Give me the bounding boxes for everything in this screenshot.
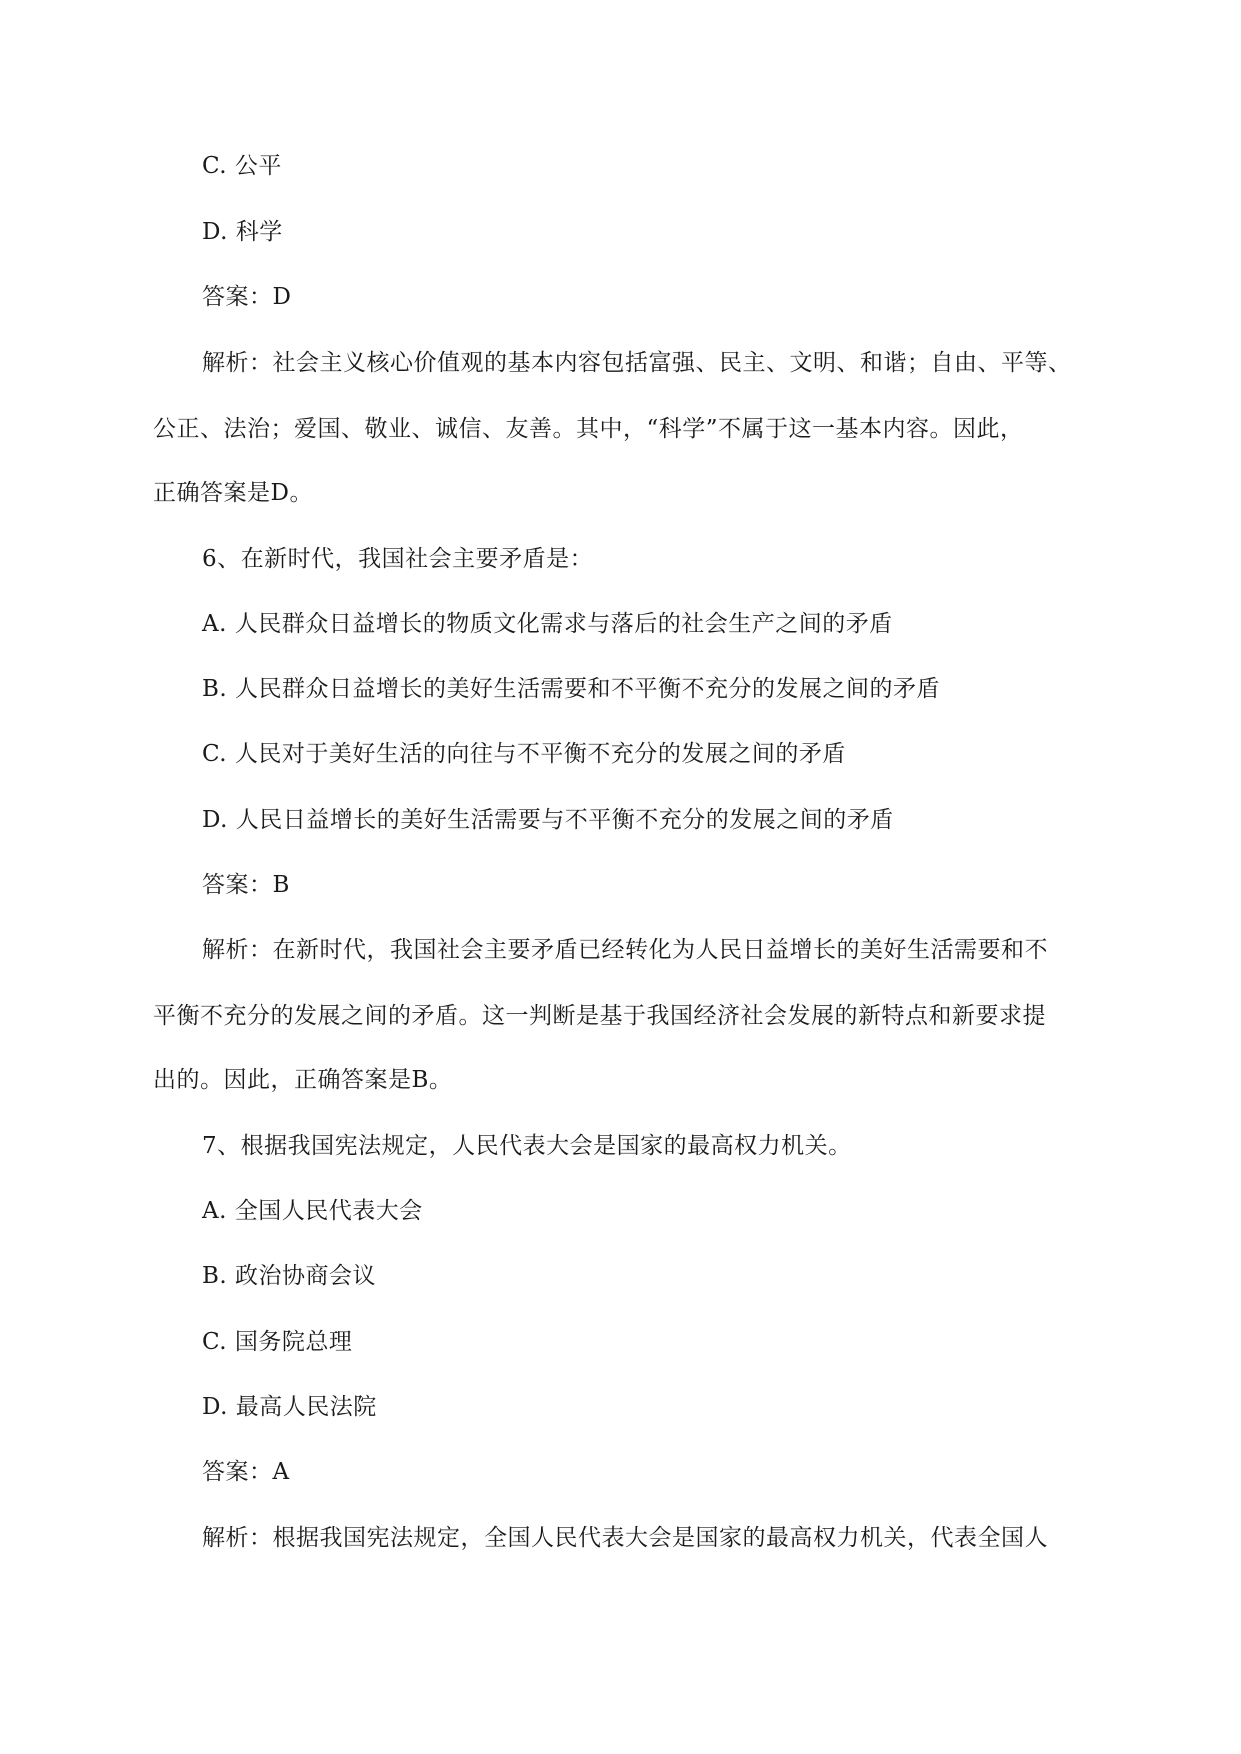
q6-answer: 答案：B <box>202 872 290 898</box>
q6-option-b: B. 人民群众日益增长的美好生活需要和不平衡不充分的发展之间的矛盾 <box>202 676 941 702</box>
q6-option-a: A. 人民群众日益增长的物质文化需求与落后的社会生产之间的矛盾 <box>202 611 893 637</box>
q6-analysis-line-3: 出的。因此，正确答案是B。 <box>153 1067 453 1093</box>
q6-analysis-line-1: 解析：在新时代，我国社会主要矛盾已经转化为人民日益增长的美好生活需要和不 <box>202 937 1048 963</box>
q5-analysis-line-1: 解析：社会主义核心价值观的基本内容包括富强、民主、文明、和谐；自由、平等、 <box>202 350 1072 376</box>
q5-answer: 答案：D <box>202 284 292 310</box>
q7-option-d: D. 最高人民法院 <box>202 1394 377 1420</box>
q7-option-b: B. 政治协商会议 <box>202 1263 377 1289</box>
q5-analysis-line-2: 公正、法治；爱国、敬业、诚信、友善。其中，“科学”不属于这一基本内容。因此， <box>153 416 1024 442</box>
q5-option-d: D. 科学 <box>202 219 283 245</box>
q6-question: 6、在新时代，我国社会主要矛盾是： <box>202 546 594 572</box>
q5-option-c: C. 公平 <box>202 153 282 179</box>
q5-analysis-line-3: 正确答案是D。 <box>153 480 313 506</box>
q6-option-d: D. 人民日益增长的美好生活需要与不平衡不充分的发展之间的矛盾 <box>202 807 894 833</box>
q7-analysis-line-1: 解析：根据我国宪法规定，全国人民代表大会是国家的最高权力机关，代表全国人 <box>202 1525 1048 1551</box>
q7-option-c: C. 国务院总理 <box>202 1329 353 1355</box>
q6-option-c: C. 人民对于美好生活的向往与不平衡不充分的发展之间的矛盾 <box>202 741 846 767</box>
q7-option-a: A. 全国人民代表大会 <box>202 1198 423 1224</box>
q6-analysis-line-2: 平衡不充分的发展之间的矛盾。这一判断是基于我国经济社会发展的新特点和新要求提 <box>153 1003 1046 1029</box>
q7-answer: 答案：A <box>202 1459 290 1485</box>
q7-question: 7、根据我国宪法规定，人民代表大会是国家的最高权力机关。 <box>202 1133 852 1159</box>
